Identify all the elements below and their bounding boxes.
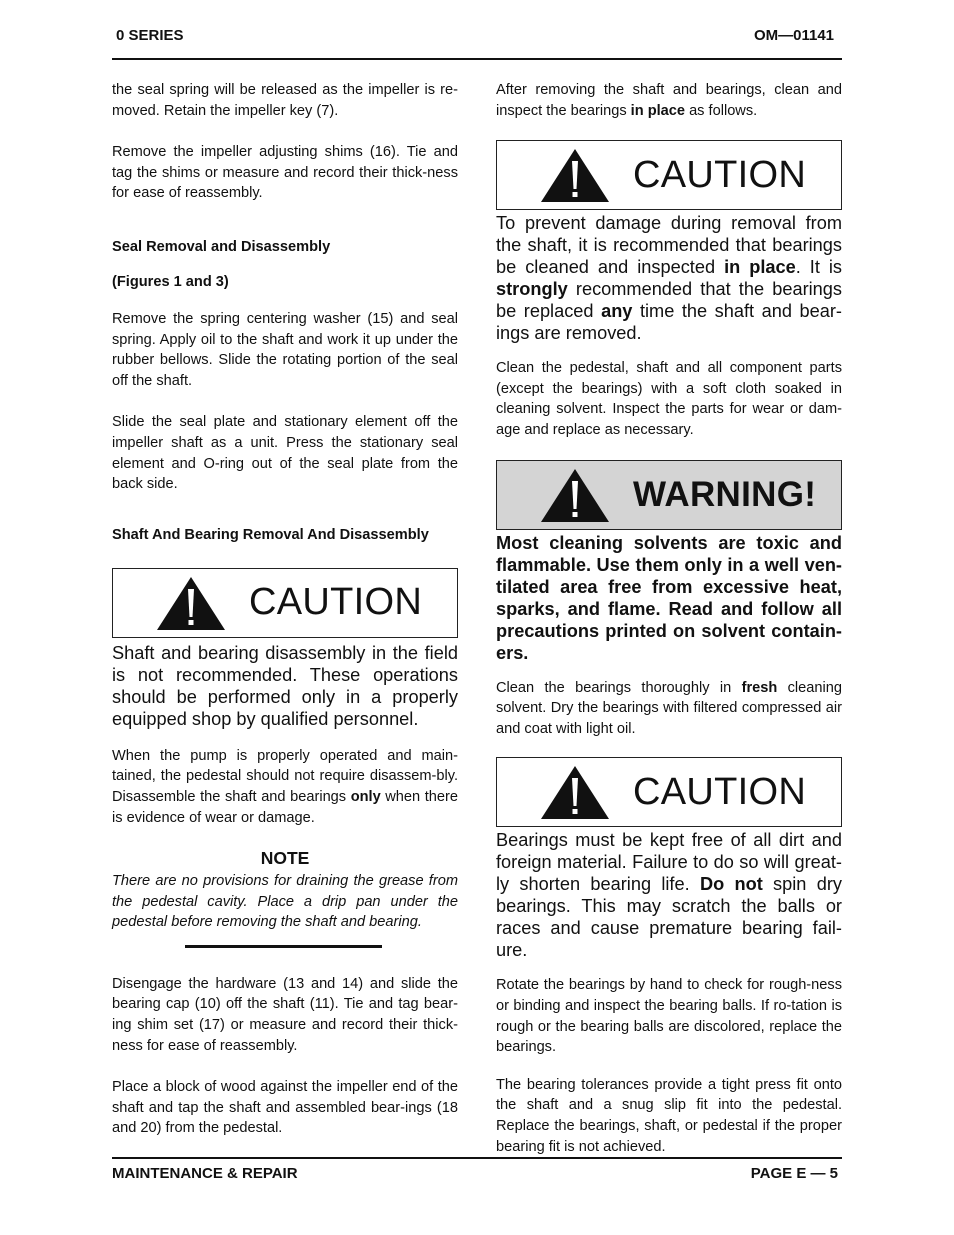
text-run: To prevent damage during removal from the shaft, it is recommended that bearings be cleaned and inspected: [496, 213, 842, 278]
caution-text: [496, 829, 842, 961]
text-run: cleaning solvent. Dry the bearings with filtered compressed air and coat with light oil.: [496, 679, 842, 737]
warning-text: Most cleaning solvents are toxic and flammable. Use them only in a well ven-tilated area free from excessive heat, sparks, and flame. Read and follow all precautions printed on solvent contain-ers.: [496, 532, 842, 663]
section-heading-seal: Seal Removal and Disassembly: [112, 238, 331, 255]
text-run: Bearings must be kept free of all dirt and foreign material. Failure to do so will great-ly shorten bearing life.: [496, 830, 842, 895]
text-run: when there is evidence of wear or damage.: [112, 788, 458, 826]
header-series: 0 SERIES: [116, 27, 184, 44]
text-run: as follows.: [685, 102, 758, 119]
caution-label: CAUTION: [633, 153, 807, 196]
paragraph: Remove the impeller adjusting shims (16). Tie and tag the shims or measure and record their thick-ness for ease of reassembly.: [112, 144, 458, 202]
paragraph: Place a block of wood against the impeller end of the shaft and tap the shaft and assembled bear-ings (18 and 20) from the pedestal.: [112, 1079, 458, 1137]
paragraph: [496, 678, 842, 740]
left-column: [112, 80, 458, 1139]
emphasis: in place: [724, 257, 796, 278]
caution-label: CAUTION: [633, 770, 807, 813]
paragraph: Slide the seal plate and stationary element off the impeller shaft as a unit. Press the stationary seal element and O-ring out of the seal plate from the back side.: [112, 414, 458, 493]
emphasis: strongly: [496, 279, 568, 300]
warning-triangle-icon: [539, 147, 611, 203]
footer-rule: [112, 1157, 842, 1159]
text-run: recommended that the bearings be replaced: [496, 279, 842, 322]
note-text: There are no provisions for draining the grease from the pedestal cavity. Place a drip pan under the pedestal before removing the shaft and bearing.: [112, 873, 458, 931]
warning-label: WARNING!: [633, 474, 817, 514]
header-doc-number: OM—01141: [753, 27, 834, 44]
text-run: When the pump is properly operated and main-tained, the pedestal should not require disassem-bly. Disassemble the shaft and bearings: [112, 747, 458, 805]
paragraph: [496, 80, 842, 121]
note-rule: [185, 945, 382, 948]
figure-reference: (Figures 1 and 3): [112, 273, 229, 290]
right-column: [496, 80, 842, 1157]
caution-label: CAUTION: [249, 581, 423, 624]
text-run: Clean the bearings thoroughly in: [496, 679, 742, 696]
paragraph: Disengage the hardware (13 and 14) and slide the bearing cap (10) off the shaft (11). Tie and tag bear-ing shim set (17) or measure and record their thick-ness for ease of reassembly.: [112, 975, 458, 1054]
emphasis: Do not: [699, 874, 763, 895]
emphasis: only: [350, 788, 381, 805]
paragraph: [112, 746, 458, 828]
section-heading-shaft: Shaft And Bearing Removal And Disassembly: [112, 526, 429, 543]
emphasis: any: [601, 301, 633, 322]
text-run: . It is: [795, 257, 842, 278]
paragraph: Clean the pedestal, shaft and all component parts (except the bearings) with a soft cloth soaked in cleaning solvent. Inspect the parts for wear or dam-age and replace as necessary.: [496, 360, 842, 438]
paragraph: the seal spring will be released as the impeller is re-moved. Retain the impeller key (7).: [112, 82, 458, 119]
warning-triangle-icon: [155, 575, 227, 631]
caution-text: [496, 212, 842, 344]
paragraph: Rotate the bearings by hand to check for rough-ness or binding and inspect the bearing balls. If ro-tation is rough or the bearing balls are discolored, replace the bearings.: [496, 977, 842, 1056]
emphasis: in place: [630, 102, 686, 119]
caution-box: [112, 568, 458, 638]
note-title: NOTE: [260, 848, 310, 869]
caution-box: [496, 757, 842, 827]
text-run: spin dry bearings. This may scratch the balls or races and cause premature bearing fail-ure.: [496, 874, 842, 961]
warning-triangle-icon: [539, 764, 611, 820]
text-run: After removing the shaft and bearings, clean and inspect the bearings: [496, 82, 842, 119]
paragraph: Remove the spring centering washer (15) and seal spring. Apply oil to the shaft and work it up under the rubber bellows. Slide the rotating portion of the seal off the shaft.: [112, 310, 458, 389]
caution-text: Shaft and bearing disassembly in the field is not recommended. These operations should be performed only in a properly equipped shop by qualified personnel.: [112, 642, 458, 729]
text-run: time the shaft and bear-ings are removed.: [496, 301, 842, 344]
footer-section: MAINTENANCE & REPAIR: [112, 1165, 298, 1182]
header-rule: [112, 58, 842, 60]
warning-triangle-icon: [539, 467, 611, 523]
caution-box: [496, 140, 842, 210]
footer-page-number: PAGE E — 5: [750, 1165, 838, 1182]
warning-box: [496, 460, 842, 530]
paragraph: The bearing tolerances provide a tight press fit onto the shaft and a snug slip fit into the pedestal. Replace the bearings, shaft, or pedestal if the proper bearing fit is not achieved.: [496, 1076, 842, 1155]
emphasis: fresh: [741, 679, 778, 696]
